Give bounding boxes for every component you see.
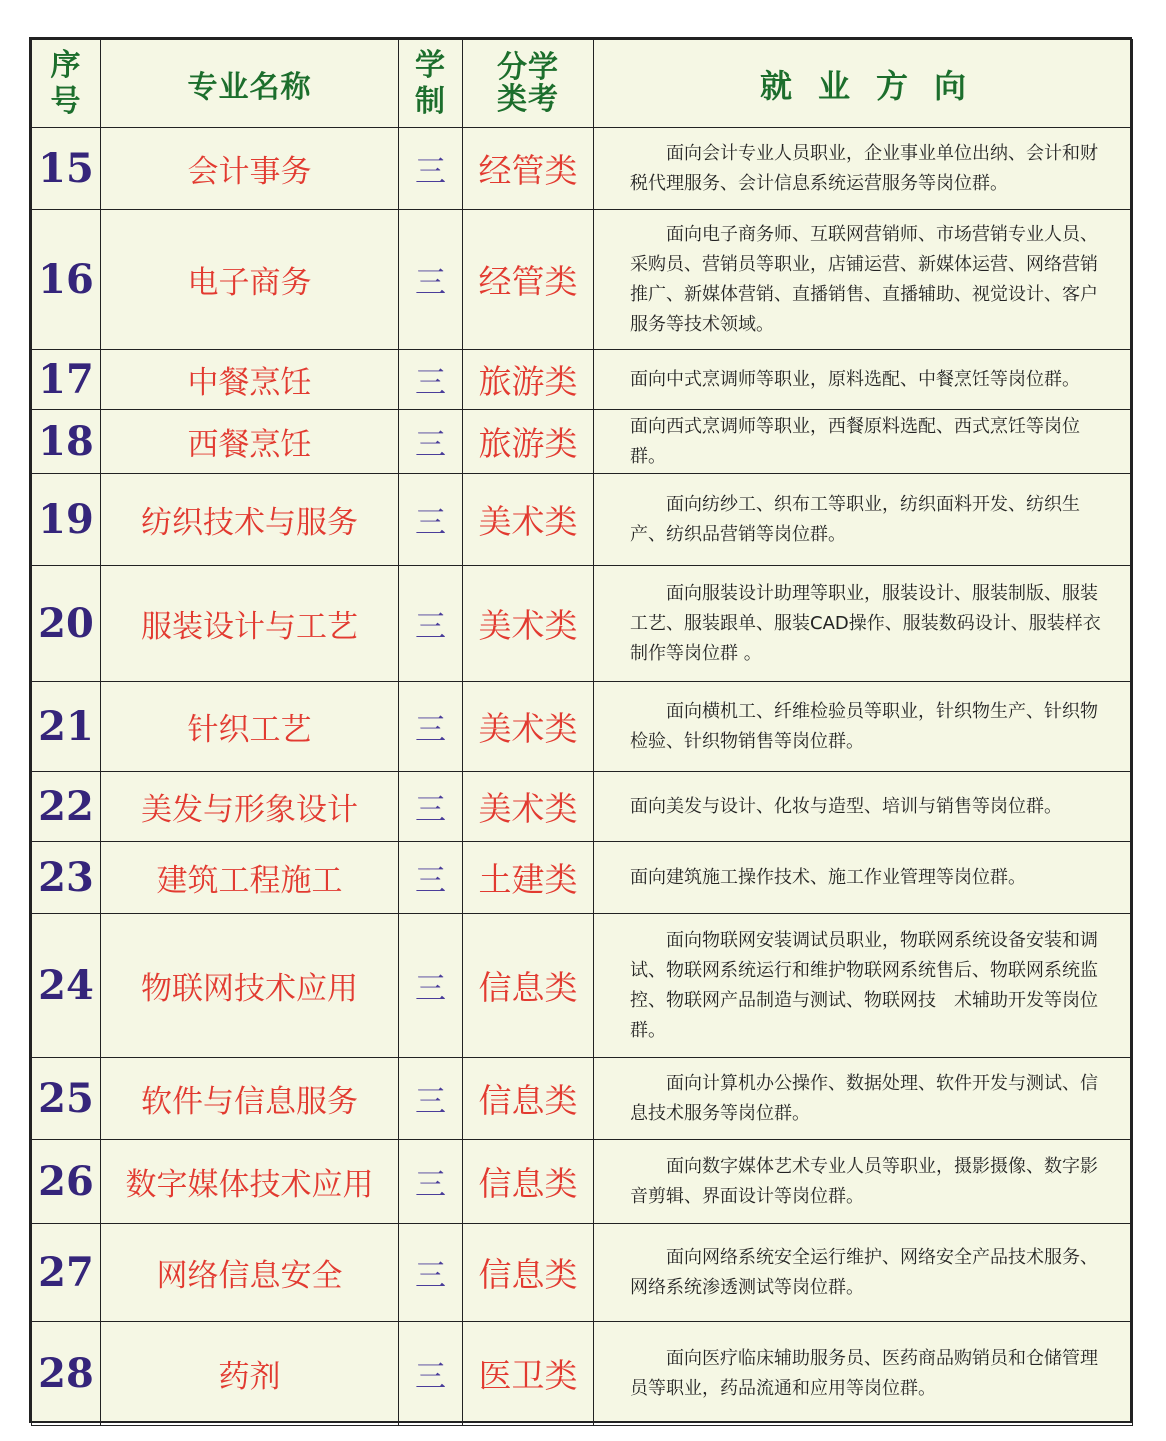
table-row [32, 1058, 1133, 1140]
row-exam-category: 美术类 [463, 474, 594, 566]
table-row [32, 772, 1133, 842]
row-duration: 三 [399, 842, 463, 914]
row-exam-category: 信息类 [463, 1140, 594, 1224]
row-employment-direction: 面向数字媒体艺术专业人员等职业，摄影摄像、数字影音剪辑、界面设计等岗位群。 [594, 1140, 1133, 1224]
row-seq: 25 [32, 1058, 101, 1140]
row-exam-category: 土建类 [463, 842, 594, 914]
row-employment-direction: 面向医疗临床辅助服务员、医药商品购销员和仓储管理员等职业，药品流通和应用等岗位群。 [594, 1322, 1133, 1426]
row-exam-category: 旅游类 [463, 350, 594, 410]
row-major-name: 建筑工程施工 [101, 842, 399, 914]
row-seq: 21 [32, 682, 101, 772]
row-seq: 24 [32, 914, 101, 1058]
row-seq: 19 [32, 474, 101, 566]
table-row [32, 474, 1133, 566]
row-duration: 三 [399, 350, 463, 410]
row-employment-direction: 面向纺纱工、织布工等职业，纺织面料开发、纺织生产、纺织品营销等岗位群。 [594, 474, 1133, 566]
table-row [32, 566, 1133, 682]
row-seq: 17 [32, 350, 101, 410]
row-employment-direction: 面向计算机办公操作、数据处理、软件开发与测试、信息技术服务等岗位群。 [594, 1058, 1133, 1140]
row-major-name: 纺织技术与服务 [101, 474, 399, 566]
row-seq: 15 [32, 128, 101, 210]
row-duration: 三 [399, 772, 463, 842]
row-exam-category: 经管类 [463, 128, 594, 210]
row-exam-category: 信息类 [463, 914, 594, 1058]
row-major-name: 电子商务 [101, 210, 399, 350]
header-duration: 学 制 [399, 40, 463, 128]
row-duration: 三 [399, 1140, 463, 1224]
row-seq: 20 [32, 566, 101, 682]
row-exam-category: 信息类 [463, 1058, 594, 1140]
header-row [32, 40, 1133, 128]
table-row [32, 1322, 1133, 1426]
row-exam-category: 医卫类 [463, 1322, 594, 1426]
row-seq: 26 [32, 1140, 101, 1224]
header-seq: 序 号 [32, 40, 101, 128]
row-duration: 三 [399, 128, 463, 210]
row-employment-direction: 面向建筑施工操作技术、施工作业管理等岗位群。 [594, 842, 1133, 914]
row-exam-category: 美术类 [463, 682, 594, 772]
row-employment-direction: 面向物联网安装调试员职业，物联网系统设备安装和调试、物联网系统运行和维护物联网系统售后、物联网系统监控、物联网产品制造与测试、物联网技 术辅助开发等岗位群。 [594, 914, 1133, 1058]
row-major-name: 药剂 [101, 1322, 399, 1426]
row-seq: 22 [32, 772, 101, 842]
majors-table-sheet [29, 37, 1132, 1423]
table-row [32, 128, 1133, 210]
row-employment-direction: 面向电子商务师、互联网营销师、市场营销专业人员、采购员、营销员等职业，店铺运营、新媒体运营、网络营销推广、新媒体营销、直播销售、直播辅助、视觉设计、客户服务等技术领域。 [594, 210, 1133, 350]
row-seq: 28 [32, 1322, 101, 1426]
row-employment-direction: 面向网络系统安全运行维护、网络安全产品技术服务、网络系统渗透测试等岗位群。 [594, 1224, 1133, 1322]
row-exam-category: 美术类 [463, 772, 594, 842]
row-duration: 三 [399, 914, 463, 1058]
row-major-name: 西餐烹饪 [101, 410, 399, 474]
table-row [32, 682, 1133, 772]
row-major-name: 美发与形象设计 [101, 772, 399, 842]
row-exam-category: 经管类 [463, 210, 594, 350]
row-major-name: 会计事务 [101, 128, 399, 210]
row-seq: 16 [32, 210, 101, 350]
row-employment-direction: 面向西式烹调师等职业，西餐原料选配、西式烹饪等岗位群。 [594, 410, 1133, 474]
row-seq: 18 [32, 410, 101, 474]
row-seq: 23 [32, 842, 101, 914]
row-employment-direction: 面向美发与设计、化妆与造型、培训与销售等岗位群。 [594, 772, 1133, 842]
table-row [32, 410, 1133, 474]
row-duration: 三 [399, 474, 463, 566]
table-row [32, 842, 1133, 914]
row-major-name: 数字媒体技术应用 [101, 1140, 399, 1224]
row-exam-category: 信息类 [463, 1224, 594, 1322]
row-duration: 三 [399, 410, 463, 474]
table-row [32, 1140, 1133, 1224]
table-row [32, 210, 1133, 350]
row-major-name: 物联网技术应用 [101, 914, 399, 1058]
row-employment-direction: 面向中式烹调师等职业，原料选配、中餐烹饪等岗位群。 [594, 350, 1133, 410]
row-seq: 27 [32, 1224, 101, 1322]
row-major-name: 网络信息安全 [101, 1224, 399, 1322]
row-major-name: 软件与信息服务 [101, 1058, 399, 1140]
row-duration: 三 [399, 1322, 463, 1426]
header-major-name: 专业名称 [101, 40, 399, 128]
row-duration: 三 [399, 1224, 463, 1322]
row-major-name: 中餐烹饪 [101, 350, 399, 410]
row-exam-category: 旅游类 [463, 410, 594, 474]
row-exam-category: 美术类 [463, 566, 594, 682]
row-employment-direction: 面向横机工、纤维检验员等职业，针织物生产、针织物检验、针织物销售等岗位群。 [594, 682, 1133, 772]
table-row [32, 350, 1133, 410]
table-row [32, 914, 1133, 1058]
row-duration: 三 [399, 682, 463, 772]
majors-table [31, 39, 1133, 1426]
row-major-name: 针织工艺 [101, 682, 399, 772]
row-employment-direction: 面向服装设计助理等职业，服装设计、服装制版、服装工艺、服装跟单、服装CAD操作、服装数码设计、服装样衣制作等岗位群 。 [594, 566, 1133, 682]
row-duration: 三 [399, 1058, 463, 1140]
table-row [32, 1224, 1133, 1322]
header-employment-direction: 就业方向 [594, 40, 1133, 128]
header-exam-category: 分学 类考 [463, 40, 594, 128]
row-employment-direction: 面向会计专业人员职业，企业事业单位出纳、会计和财税代理服务、会计信息系统运营服务等岗位群。 [594, 128, 1133, 210]
row-major-name: 服装设计与工艺 [101, 566, 399, 682]
row-duration: 三 [399, 210, 463, 350]
row-duration: 三 [399, 566, 463, 682]
